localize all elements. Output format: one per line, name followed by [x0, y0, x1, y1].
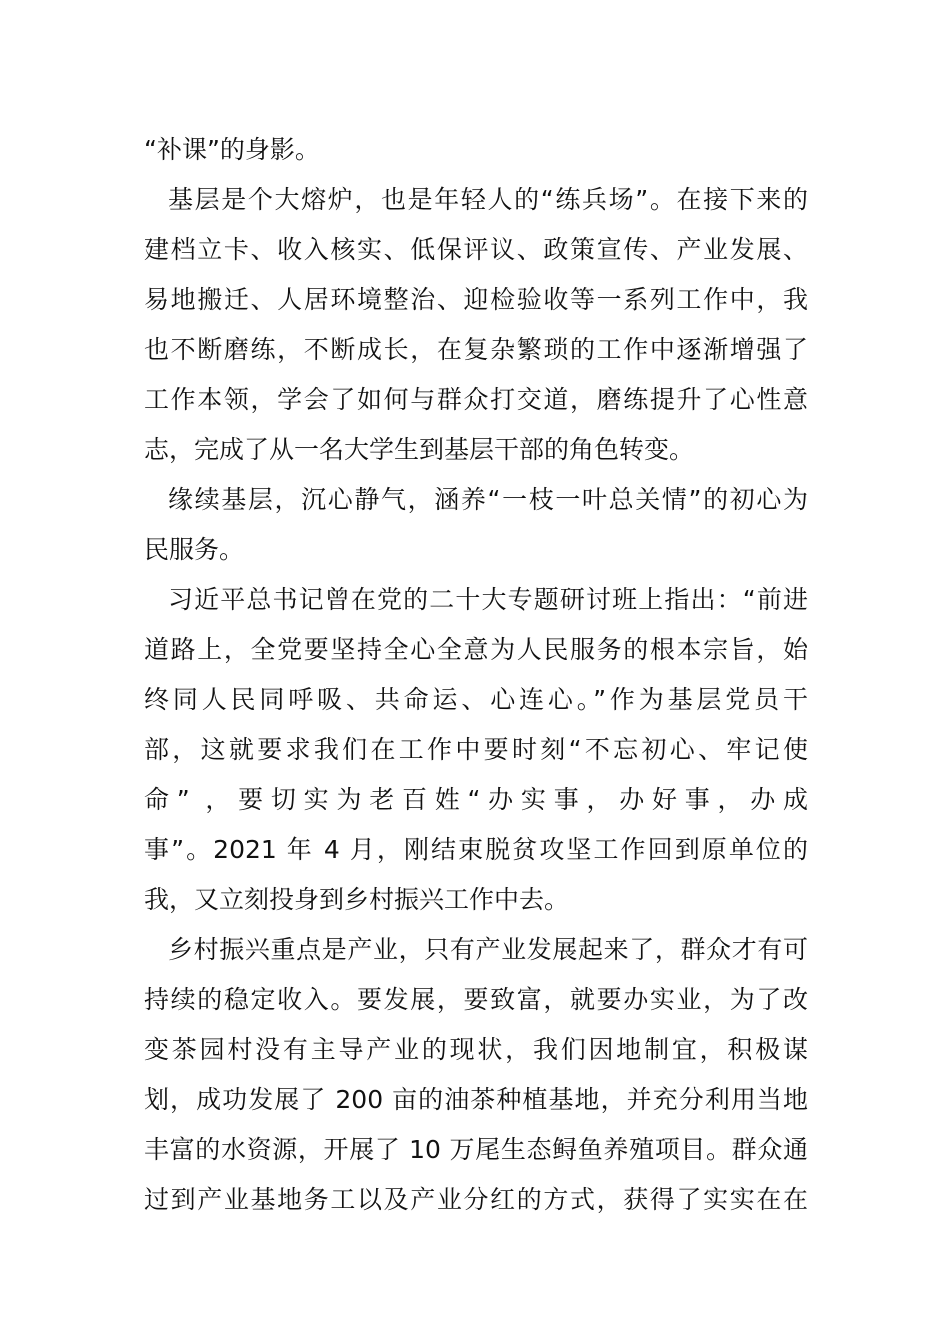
text-line: 道路上，全党要坚持全心全意为人民服务的根本宗旨，始: [144, 635, 808, 664]
text-line: 命” ，要切实为老百姓“办实事，办好事，办成: [144, 785, 808, 814]
text-line: 我，又立刻投身到乡村振兴工作中去。: [144, 885, 570, 914]
text-line: 习近平总书记曾在党的二十大专题研讨班上指出：“前进: [168, 585, 808, 614]
text-line: 易地搬迁、人居环境整治、迎检验收等一系列工作中，我: [144, 285, 808, 314]
text-line: “补课”的身影。: [144, 135, 320, 164]
text-line: 持续的稳定收入。要发展，要致富，就要办实业，为了改: [144, 985, 808, 1014]
text-line: 也不断磨练，不断成长，在复杂繁琐的工作中逐渐增强了: [144, 335, 808, 364]
text-line: 过到产业基地务工以及产业分红的方式，获得了实实在在: [144, 1185, 808, 1214]
text-line: 事”。2021 年 4 月，刚结束脱贫攻坚工作回到原单位的: [144, 835, 808, 864]
text-line: 部，这就要求我们在工作中要时刻“不忘初心、牢记使: [144, 735, 808, 764]
text-line: 缘续基层，沉心静气，涵养“一枝一叶总关情”的初心为: [168, 485, 808, 514]
text-line: 基层是个大熔炉，也是年轻人的“练兵场”。在接下来的: [168, 185, 808, 214]
text-line: 终同人民同呼吸、共命运、心连心。”作为基层党员干: [144, 685, 808, 714]
text-line: 工作本领，学会了如何与群众打交道，磨练提升了心性意: [144, 385, 808, 414]
text-line: 丰富的水资源，开展了 10 万尾生态鲟鱼养殖项目。群众通: [144, 1135, 808, 1164]
text-line: 志，完成了从一名大学生到基层干部的角色转变。: [144, 435, 695, 464]
text-line: 变茶园村没有主导产业的现状，我们因地制宜，积极谋: [144, 1035, 808, 1064]
text-line: 建档立卡、收入核实、低保评议、政策宣传、产业发展、: [144, 235, 808, 264]
text-line: 乡村振兴重点是产业，只有产业发展起来了，群众才有可: [168, 935, 808, 964]
text-line: 划，成功发展了 200 亩的油茶种植基地，并充分利用当地: [144, 1085, 808, 1114]
text-line: 民服务。: [144, 535, 245, 564]
